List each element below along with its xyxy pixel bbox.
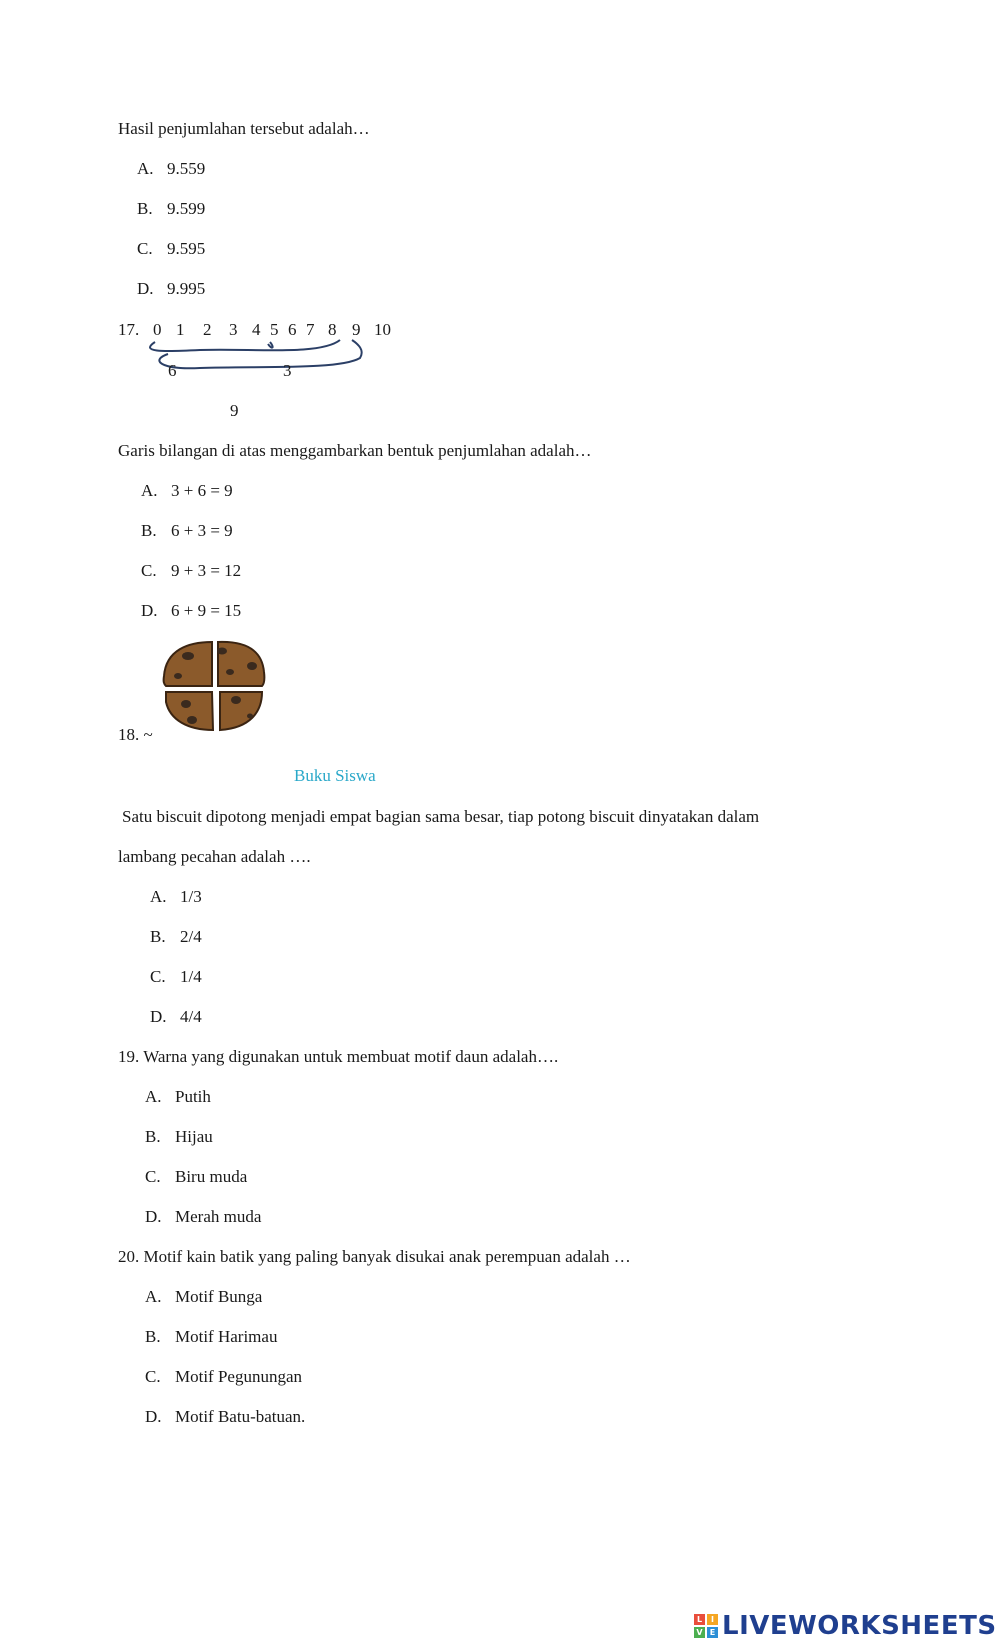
q20-option-c[interactable]	[145, 1367, 302, 1387]
image-caption: Buku Siswa	[294, 766, 376, 785]
option-letter: A.	[145, 1287, 162, 1306]
number-line-tick: 4	[252, 320, 261, 339]
option-letter: A.	[141, 481, 158, 500]
option-text: Putih	[175, 1087, 211, 1106]
number-line-tick: 2	[203, 320, 212, 339]
q17-option-b[interactable]	[141, 521, 233, 541]
jump-arc-tick	[268, 342, 273, 348]
biscuit-piece-bottom-left	[166, 692, 213, 730]
option-letter: B.	[145, 1127, 161, 1146]
option-letter: D.	[137, 279, 154, 298]
liveworksheets-logo[interactable]	[694, 1610, 997, 1642]
option-letter: C.	[150, 967, 166, 986]
option-letter: A.	[137, 159, 154, 178]
option-text: 3 + 6 = 9	[171, 481, 233, 500]
q16-option-d[interactable]	[137, 279, 205, 299]
logo-tile: V	[694, 1627, 705, 1638]
option-letter: C.	[141, 561, 157, 580]
option-text: 6 + 9 = 15	[171, 601, 242, 620]
q17-option-a[interactable]	[141, 481, 233, 501]
q18-stem-line1: Satu biscuit dipotong menjadi empat bagian sama besar, tiap potong biscuit dinyatakan dalam	[122, 807, 760, 826]
option-text: Merah muda	[175, 1207, 262, 1226]
number-line-tick: 9	[352, 320, 361, 339]
q18-option-c[interactable]	[150, 967, 202, 987]
number-line-tick: 0	[153, 320, 162, 339]
number-line-jumps	[0, 330, 420, 380]
jump-arc-6	[150, 340, 340, 351]
option-text: 1/3	[180, 887, 202, 906]
q19-option-b[interactable]	[145, 1127, 213, 1147]
option-letter: B.	[137, 199, 153, 218]
q16-option-a[interactable]	[137, 159, 205, 179]
option-text: 4/4	[180, 1007, 202, 1026]
option-text: Motif Harimau	[175, 1327, 278, 1346]
brand-name: LIVEWORKSHEETS	[722, 1611, 997, 1641]
q17-number: 17.	[118, 320, 140, 339]
logo-tile: L	[694, 1614, 705, 1625]
q17-stem: Garis bilangan di atas menggambarkan bentuk penjumlahan adalah…	[118, 441, 592, 460]
option-letter: D.	[141, 601, 158, 620]
option-text: 9.995	[167, 279, 206, 298]
option-letter: D.	[145, 1407, 162, 1426]
q18-number: 18. ~	[118, 725, 153, 744]
q16-option-b[interactable]	[137, 199, 205, 219]
number-line-tick: 8	[328, 320, 337, 339]
chocolate-chip	[247, 662, 257, 670]
chocolate-chip	[181, 700, 191, 708]
option-letter: B.	[150, 927, 166, 946]
number-line-tick: 7	[306, 320, 315, 339]
q20-option-d[interactable]	[145, 1407, 305, 1427]
q20-option-a[interactable]	[145, 1287, 262, 1307]
option-text: 6 + 3 = 9	[171, 521, 233, 540]
number-line-tick: 3	[229, 320, 238, 339]
option-text: 1/4	[180, 967, 202, 986]
q16-option-c[interactable]	[137, 239, 205, 259]
q20-stem: 20. Motif kain batik yang paling banyak disukai anak perempuan adalah …	[118, 1247, 631, 1266]
option-letter: C.	[145, 1167, 161, 1186]
option-text: 9.595	[167, 239, 206, 258]
q18-option-d[interactable]	[150, 1007, 202, 1027]
biscuit-piece-top-left	[164, 642, 212, 686]
option-letter: B.	[145, 1327, 161, 1346]
q19-option-a[interactable]	[145, 1087, 211, 1107]
option-letter: C.	[137, 239, 153, 258]
q19-option-c[interactable]	[145, 1167, 247, 1187]
number-line-tick: 5	[270, 320, 279, 339]
option-letter: D.	[145, 1207, 162, 1226]
number-line-tick: 1	[176, 320, 185, 339]
logo-tile: E	[707, 1627, 718, 1638]
q17-option-d[interactable]	[141, 601, 241, 621]
option-letter: C.	[145, 1367, 161, 1386]
option-text: Motif Pegunungan	[175, 1367, 303, 1386]
option-text: Motif Batu-batuan.	[175, 1407, 306, 1426]
option-text: 2/4	[180, 927, 202, 946]
option-text: Biru muda	[175, 1167, 248, 1186]
logo-tile: I	[707, 1614, 718, 1625]
q18-option-b[interactable]	[150, 927, 202, 947]
jump-label-3: 3	[283, 361, 292, 380]
option-text: 9.599	[167, 199, 206, 218]
chocolate-chip	[247, 714, 253, 719]
option-letter: D.	[150, 1007, 167, 1026]
option-letter: A.	[145, 1087, 162, 1106]
chocolate-chip	[182, 652, 194, 660]
number-line-tick: 6	[288, 320, 297, 339]
number-line-tick: 10	[374, 320, 391, 339]
option-text: 9 + 3 = 12	[171, 561, 242, 580]
q18-option-a[interactable]	[150, 887, 202, 907]
q19-option-d[interactable]	[145, 1207, 261, 1227]
option-text: Motif Bunga	[175, 1287, 263, 1306]
option-letter: A.	[150, 887, 167, 906]
logo-icon	[694, 1614, 718, 1638]
biscuit-image	[158, 636, 276, 740]
q18-stem-line2: lambang pecahan adalah ….	[118, 847, 311, 866]
q16-stem: Hasil penjumlahan tersebut adalah…	[118, 119, 370, 138]
chocolate-chip	[226, 669, 234, 675]
option-text: 9.559	[167, 159, 206, 178]
jump-label-6: 6	[168, 361, 177, 380]
sum-label: 9	[230, 401, 239, 420]
option-letter: B.	[141, 521, 157, 540]
biscuit-piece-bottom-right	[220, 692, 262, 730]
biscuit-illustration	[158, 636, 276, 740]
option-text: Hijau	[175, 1127, 213, 1146]
chocolate-chip	[174, 673, 182, 679]
q20-option-b[interactable]	[145, 1327, 277, 1347]
q17-option-c[interactable]	[141, 561, 241, 581]
chocolate-chip	[187, 716, 197, 724]
chocolate-chip	[217, 648, 227, 655]
q19-stem: 19. Warna yang digunakan untuk membuat motif daun adalah….	[118, 1047, 559, 1066]
chocolate-chip	[231, 696, 241, 704]
